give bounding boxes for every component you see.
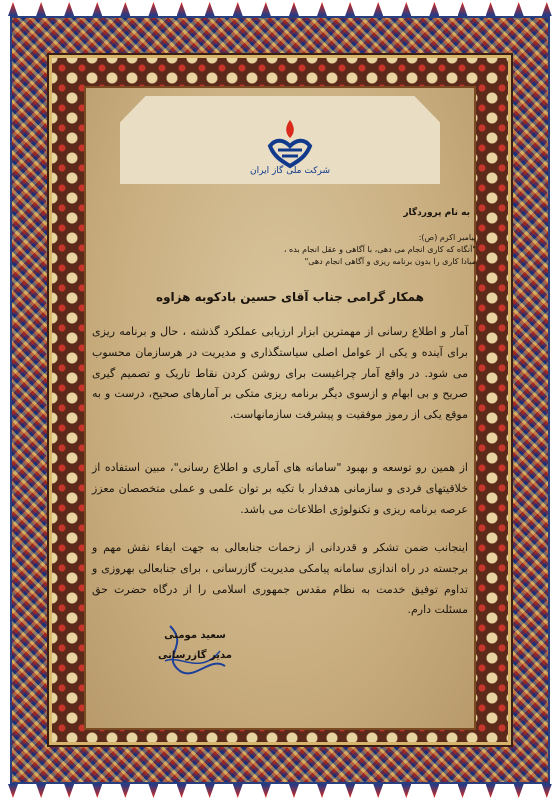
recipient-greeting: همکار گرامی جناب آقای حسین بادکوبه هزاوه (156, 290, 424, 304)
signer-title: مدیر گازرسانی (158, 650, 232, 661)
bismillah-heading: به نام پروردگار (403, 208, 470, 218)
org-name: شرکت ملی گاز ایران (250, 166, 330, 176)
bottom-flame-border (8, 782, 552, 798)
body-paragraph: آمار و اطلاع رسانی از مهمترین ابزار ارزیابی عملکرد گذشته ، حال و برنامه ریزی برای آینده و یکی از عوامل اصلی سیاستگذاری و مدیریت در هرسازمان محسوب می شود. در واقع آمار چراغیست برای روشن کردن نقاط تاریک و تصمیم گیری صریح و بی ابهام و ازسوی دیگر برنامه ریزی متکی بر آمارهای صحیح، درست و به موقع یکی از رموز موفقیت و پیشرفت سازمانهاست. (92, 325, 468, 422)
body-paragraph: اینجانب ضمن تشکر و قدردانی از زحمات جنابعالی به جهت ایفاء نقش مهم و برجسته در راه اندازی سامانه پیامکی مدیریت گازرسانی ، برای جنابعالی بهروزی و تداوم توفیق خدمت به نظام مقدس جمهوری اسلامی را از درگاه حضرت حق مسئلت دارم. (92, 541, 468, 617)
top-flame-border (8, 2, 552, 18)
prophet-quote (150, 232, 476, 268)
nigc-flame-logo-icon (262, 116, 318, 172)
signature-block (150, 626, 240, 666)
quote-line: پیامبر اکرم (ص): (418, 233, 476, 242)
quote-line: مبادا کاری را بدون برنامه ریزی و آگاهی انجام دهی" (304, 257, 476, 266)
body-paragraph: از همین رو توسعه و بهبود "سامانه های آماری و اطلاع رسانی"، مبین استفاده از خلاقیتهای فردی و سازمانی هدفدار با تکیه بر توان علمی و عملی متخصصان معزز عرصه برنامه ریزی و تکنولوژی اطلاعات می باشد. (92, 461, 468, 516)
quote-line: "آنگاه که کاری انجام می دهی، با آگاهی و عقل انجام بده ، (283, 245, 476, 254)
signer-name: سعید مومنی (164, 630, 226, 641)
